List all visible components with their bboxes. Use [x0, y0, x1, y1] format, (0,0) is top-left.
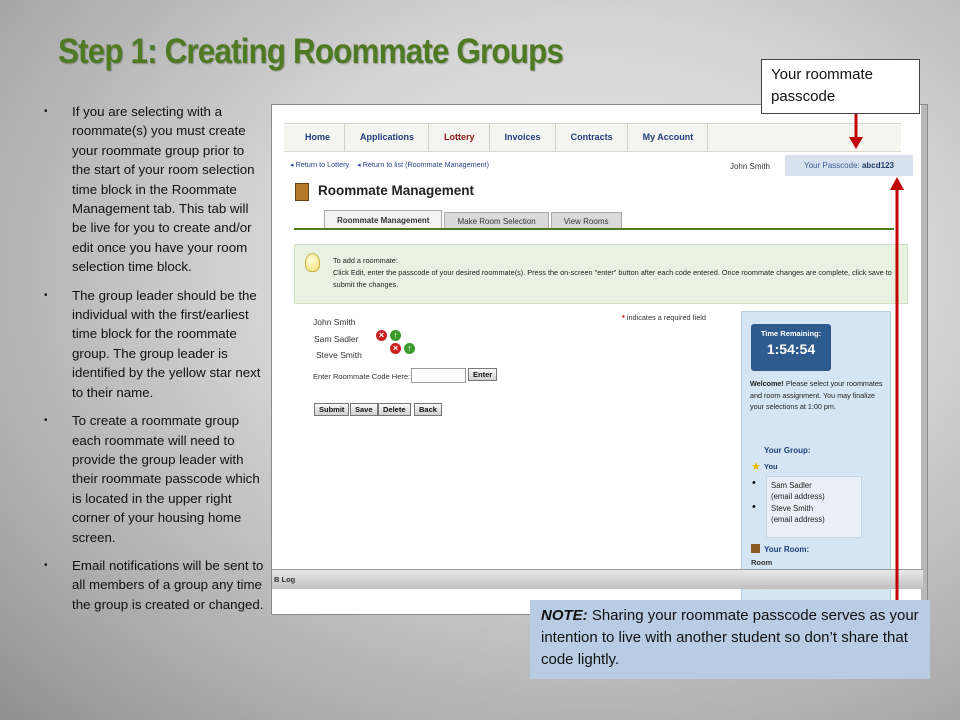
nav-invoices[interactable]: Invoices [490, 123, 556, 152]
bullet-dot: • [44, 415, 48, 427]
leader-star-icon: ★ [751, 461, 761, 473]
breadcrumb [290, 160, 495, 169]
roommate-name: Steve Smith [316, 350, 362, 360]
member-bullet: • [752, 501, 756, 513]
note-box [530, 600, 930, 679]
scrollbar[interactable] [921, 105, 927, 614]
promote-leader-icon[interactable]: ↑ [404, 343, 415, 354]
time-remaining-value: 1:54:54 [766, 341, 816, 357]
bullet-dot: • [44, 559, 48, 571]
you-label: You [764, 462, 778, 471]
bullet-text: The group leader should be the individual with the first/earliest time block for the roommate group. The group leader is identified by the yellow star next to their name. [72, 287, 261, 400]
bullet-text: Email notifications will be sent to all members of a group any time the group is created or changed. [72, 557, 264, 612]
time-remaining-label: Time Remaining: [760, 329, 822, 338]
bullet-item [40, 102, 266, 277]
welcome-bold: Welcome! [750, 379, 784, 388]
passcode-callout: Your roommate passcode [761, 59, 920, 114]
member-name: Steve Smith [771, 503, 814, 513]
nav-my-account[interactable]: My Account [628, 123, 709, 152]
member-email: (email address) [771, 514, 825, 524]
note-text: Sharing your roommate passcode serves as your intention to live with another student so don’t share that code lightly. [541, 607, 919, 668]
nav-home[interactable]: Home [290, 123, 345, 152]
tab-underline [294, 228, 894, 230]
promote-leader-icon[interactable]: ↑ [390, 330, 401, 341]
member-name: Sam Sadler [771, 481, 812, 490]
back-button[interactable]: Back [414, 403, 442, 416]
return-to-lottery-link[interactable]: ◂ Return to Lottery [290, 160, 350, 169]
room-heading: Your Room: [764, 545, 810, 554]
bullet-item [40, 411, 266, 547]
passcode-label: Your Passcode: [804, 161, 862, 170]
portal-screenshot [271, 104, 928, 615]
instructions-title: To add a roommate: [333, 256, 398, 265]
instructions-body: Click Edit, enter the passcode of your desired roommate(s). Press the on-screen "enter" button after each code entered. Once roommate changes are complete, click save to submit the changes. [333, 268, 892, 289]
tab-make-room-selection[interactable]: Make Room Selection [444, 212, 548, 229]
slide-title: Step 1: Creating Roommate Groups [58, 32, 564, 71]
room-icon [751, 544, 760, 553]
welcome-message [750, 378, 886, 413]
user-name: John Smith [715, 157, 785, 176]
room-label: Room [751, 558, 773, 567]
instructions-box [294, 244, 908, 304]
return-to-list-link[interactable]: ◂ Return to list (Roommate Management) [357, 160, 489, 169]
bullet-text: If you are selecting with a roommate(s) you must create your roommate group prior to the start of your room selection time block in the Roommate Management tab. This tab will be live for you to create and/or edit once you have your room selection time block. [72, 104, 255, 275]
submit-button[interactable]: Submit [314, 403, 349, 416]
delete-button[interactable]: Delete [378, 403, 411, 416]
passcode-value: abcd123 [861, 161, 894, 170]
lightbulb-icon [305, 253, 320, 272]
bullet-dot: • [44, 106, 48, 117]
door-icon [295, 183, 309, 201]
required-note [622, 313, 706, 322]
bullet-item [40, 556, 266, 614]
roommate-code-input[interactable] [411, 368, 466, 383]
welcome-text: Please select your roommates and room assignment. You may finalize your selections at 1:00 pm. [750, 379, 883, 411]
bullet-list [40, 102, 266, 623]
nav-lottery[interactable]: Lottery [429, 123, 490, 152]
instructions-text [333, 255, 899, 291]
remove-roommate-icon[interactable]: × [390, 343, 401, 354]
tab-view-rooms[interactable]: View Rooms [551, 212, 622, 229]
note-label: NOTE: [541, 607, 588, 624]
bullet-text: To create a roommate group each roommate will need to provide the group leader with their roommate passcode which is located in the upper right corner of your housing home screen. [72, 413, 260, 545]
required-asterisk: * [622, 313, 625, 322]
bullet-dot: • [44, 289, 48, 301]
save-button[interactable]: Save [350, 403, 378, 416]
tab-bar [324, 210, 624, 229]
nav-applications[interactable]: Applications [345, 123, 429, 152]
top-nav [284, 123, 901, 152]
roommate-name: John Smith [313, 317, 356, 327]
nav-contracts[interactable]: Contracts [556, 123, 628, 152]
roommate-code-label: Enter Roommate Code Here: [313, 372, 411, 381]
roommate-name: Sam Sadler [314, 334, 359, 344]
footer-bar: B Log [272, 569, 923, 589]
required-note-text: indicates a required field [624, 313, 706, 322]
time-remaining-box [751, 324, 831, 371]
member-email: (email address) [771, 492, 825, 502]
group-members-box [766, 476, 862, 538]
passcode-display [785, 155, 913, 176]
enter-button[interactable]: Enter [468, 368, 497, 381]
remove-roommate-icon[interactable]: × [376, 330, 387, 341]
bullet-item [40, 286, 266, 402]
tab-roommate-management[interactable]: Roommate Management [324, 210, 442, 229]
member-bullet: • [752, 477, 756, 489]
group-heading: Your Group: [764, 446, 811, 455]
page-title: Roommate Management [318, 183, 475, 198]
